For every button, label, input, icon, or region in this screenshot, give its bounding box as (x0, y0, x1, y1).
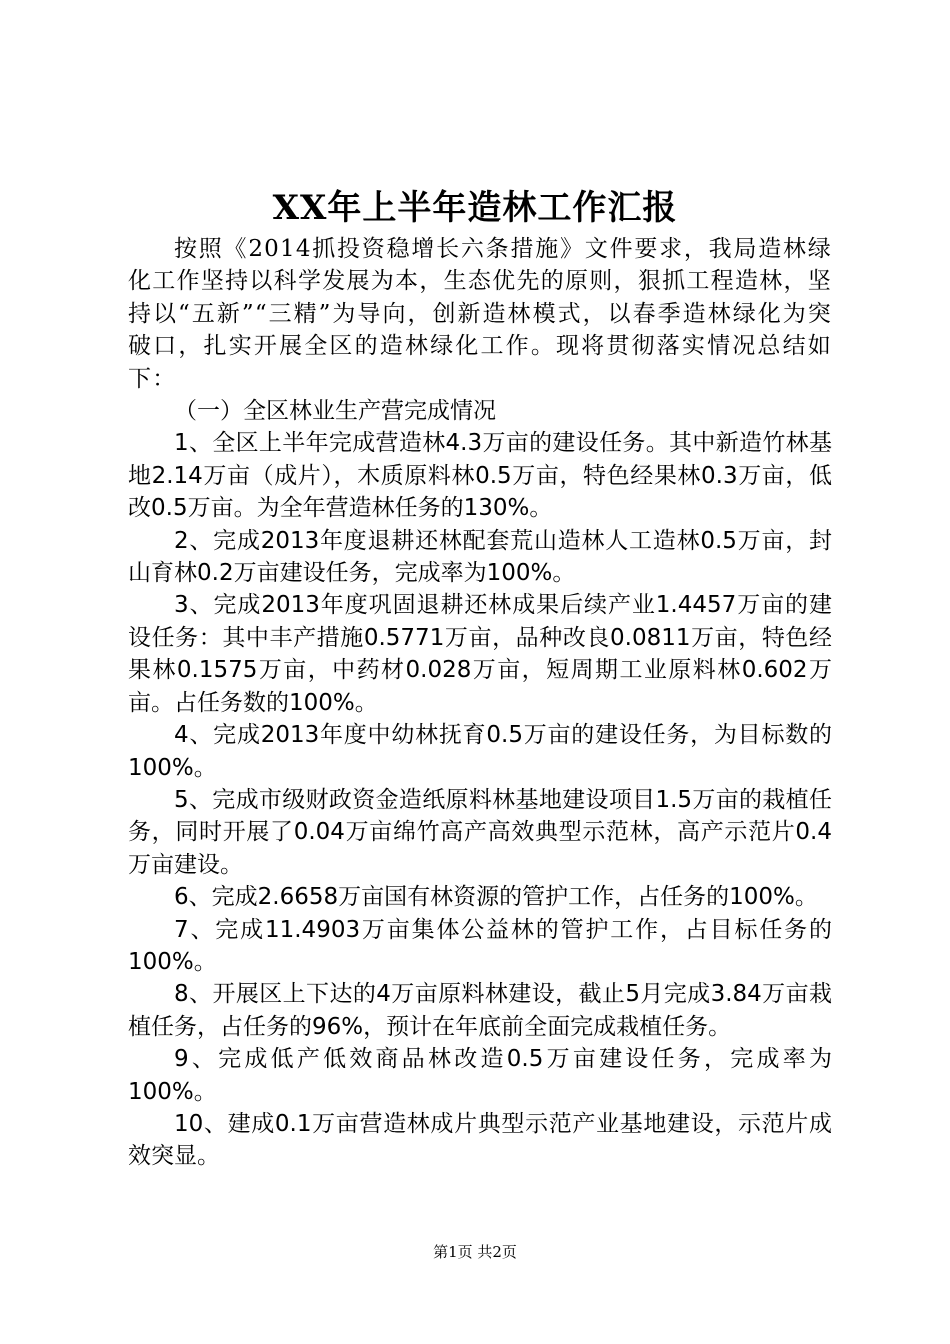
list-item: 9、完成低产低效商品林改造0.5万亩建设任务，完成率为100%。 (128, 1046, 832, 1105)
document-title: XX年上半年造林工作汇报 (272, 188, 678, 228)
list-item: 8、开展区上下达的4万亩原料林建设，截止5月完成3.84万亩栽植任务，占任务的96%，预计在年底前全面完成栽植任务。 (128, 981, 832, 1040)
intro-paragraph: 按照《2014抓投资稳增长六条措施》文件要求，我局造林绿化工作坚持以科学发展为本，生态优先的原则，狠抓工程造林，坚持以“五新”“三精”为导向，创新造林模式，以春季造林绿化为突破口，扎实开展全区的造林绿化工作。现将贯彻落实情况总结如下： (128, 236, 832, 392)
list-item: 2、完成2013年度退耕还林配套荒山造林人工造林0.5万亩，封山育林0.2万亩建设任务，完成率为100%。 (128, 527, 832, 587)
list-item: 6、完成2.6658万亩国有林资源的管护工作，占任务的100%。 (174, 884, 818, 911)
list-item: 5、完成市级财政资金造纸原料林基地建设项目1.5万亩的栽植任务，同时开展了0.04万亩绵竹高产高效典型示范林，高产示范片0.4万亩建设。 (128, 786, 832, 878)
list-item: 4、完成2013年度中幼林抚育0.5万亩的建设任务，为目标数的100%。 (128, 722, 832, 781)
section-heading: （一）全区林业生产营完成情况 (174, 398, 496, 425)
list-item: 10、建成0.1万亩营造林成片典型示范产业基地建设，示范片成效突显。 (128, 1110, 832, 1170)
page-footer: 第1页 共2页 (433, 1243, 517, 1261)
list-item: 3、完成2013年度巩固退耕还林成果后续产业1.4457万亩的建设任务：其中丰产措施0.5771万亩，品种改良0.0811万亩，特色经果林0.1575万亩，中药材0.028万亩，短周期工业原料林0.602万亩。占任务数的100%。 (128, 592, 832, 716)
document-body (128, 233, 832, 1173)
list-item: 1、全区上半年完成营造林4.3万亩的建设任务。其中新造竹林基地2.14万亩（成片），木质原料林0.5万亩，特色经果林0.3万亩，低改0.5万亩。为全年营造林任务的130%。 (128, 430, 832, 522)
list-item: 7、完成11.4903万亩集体公益林的管护工作，占目标任务的100%。 (128, 916, 832, 975)
